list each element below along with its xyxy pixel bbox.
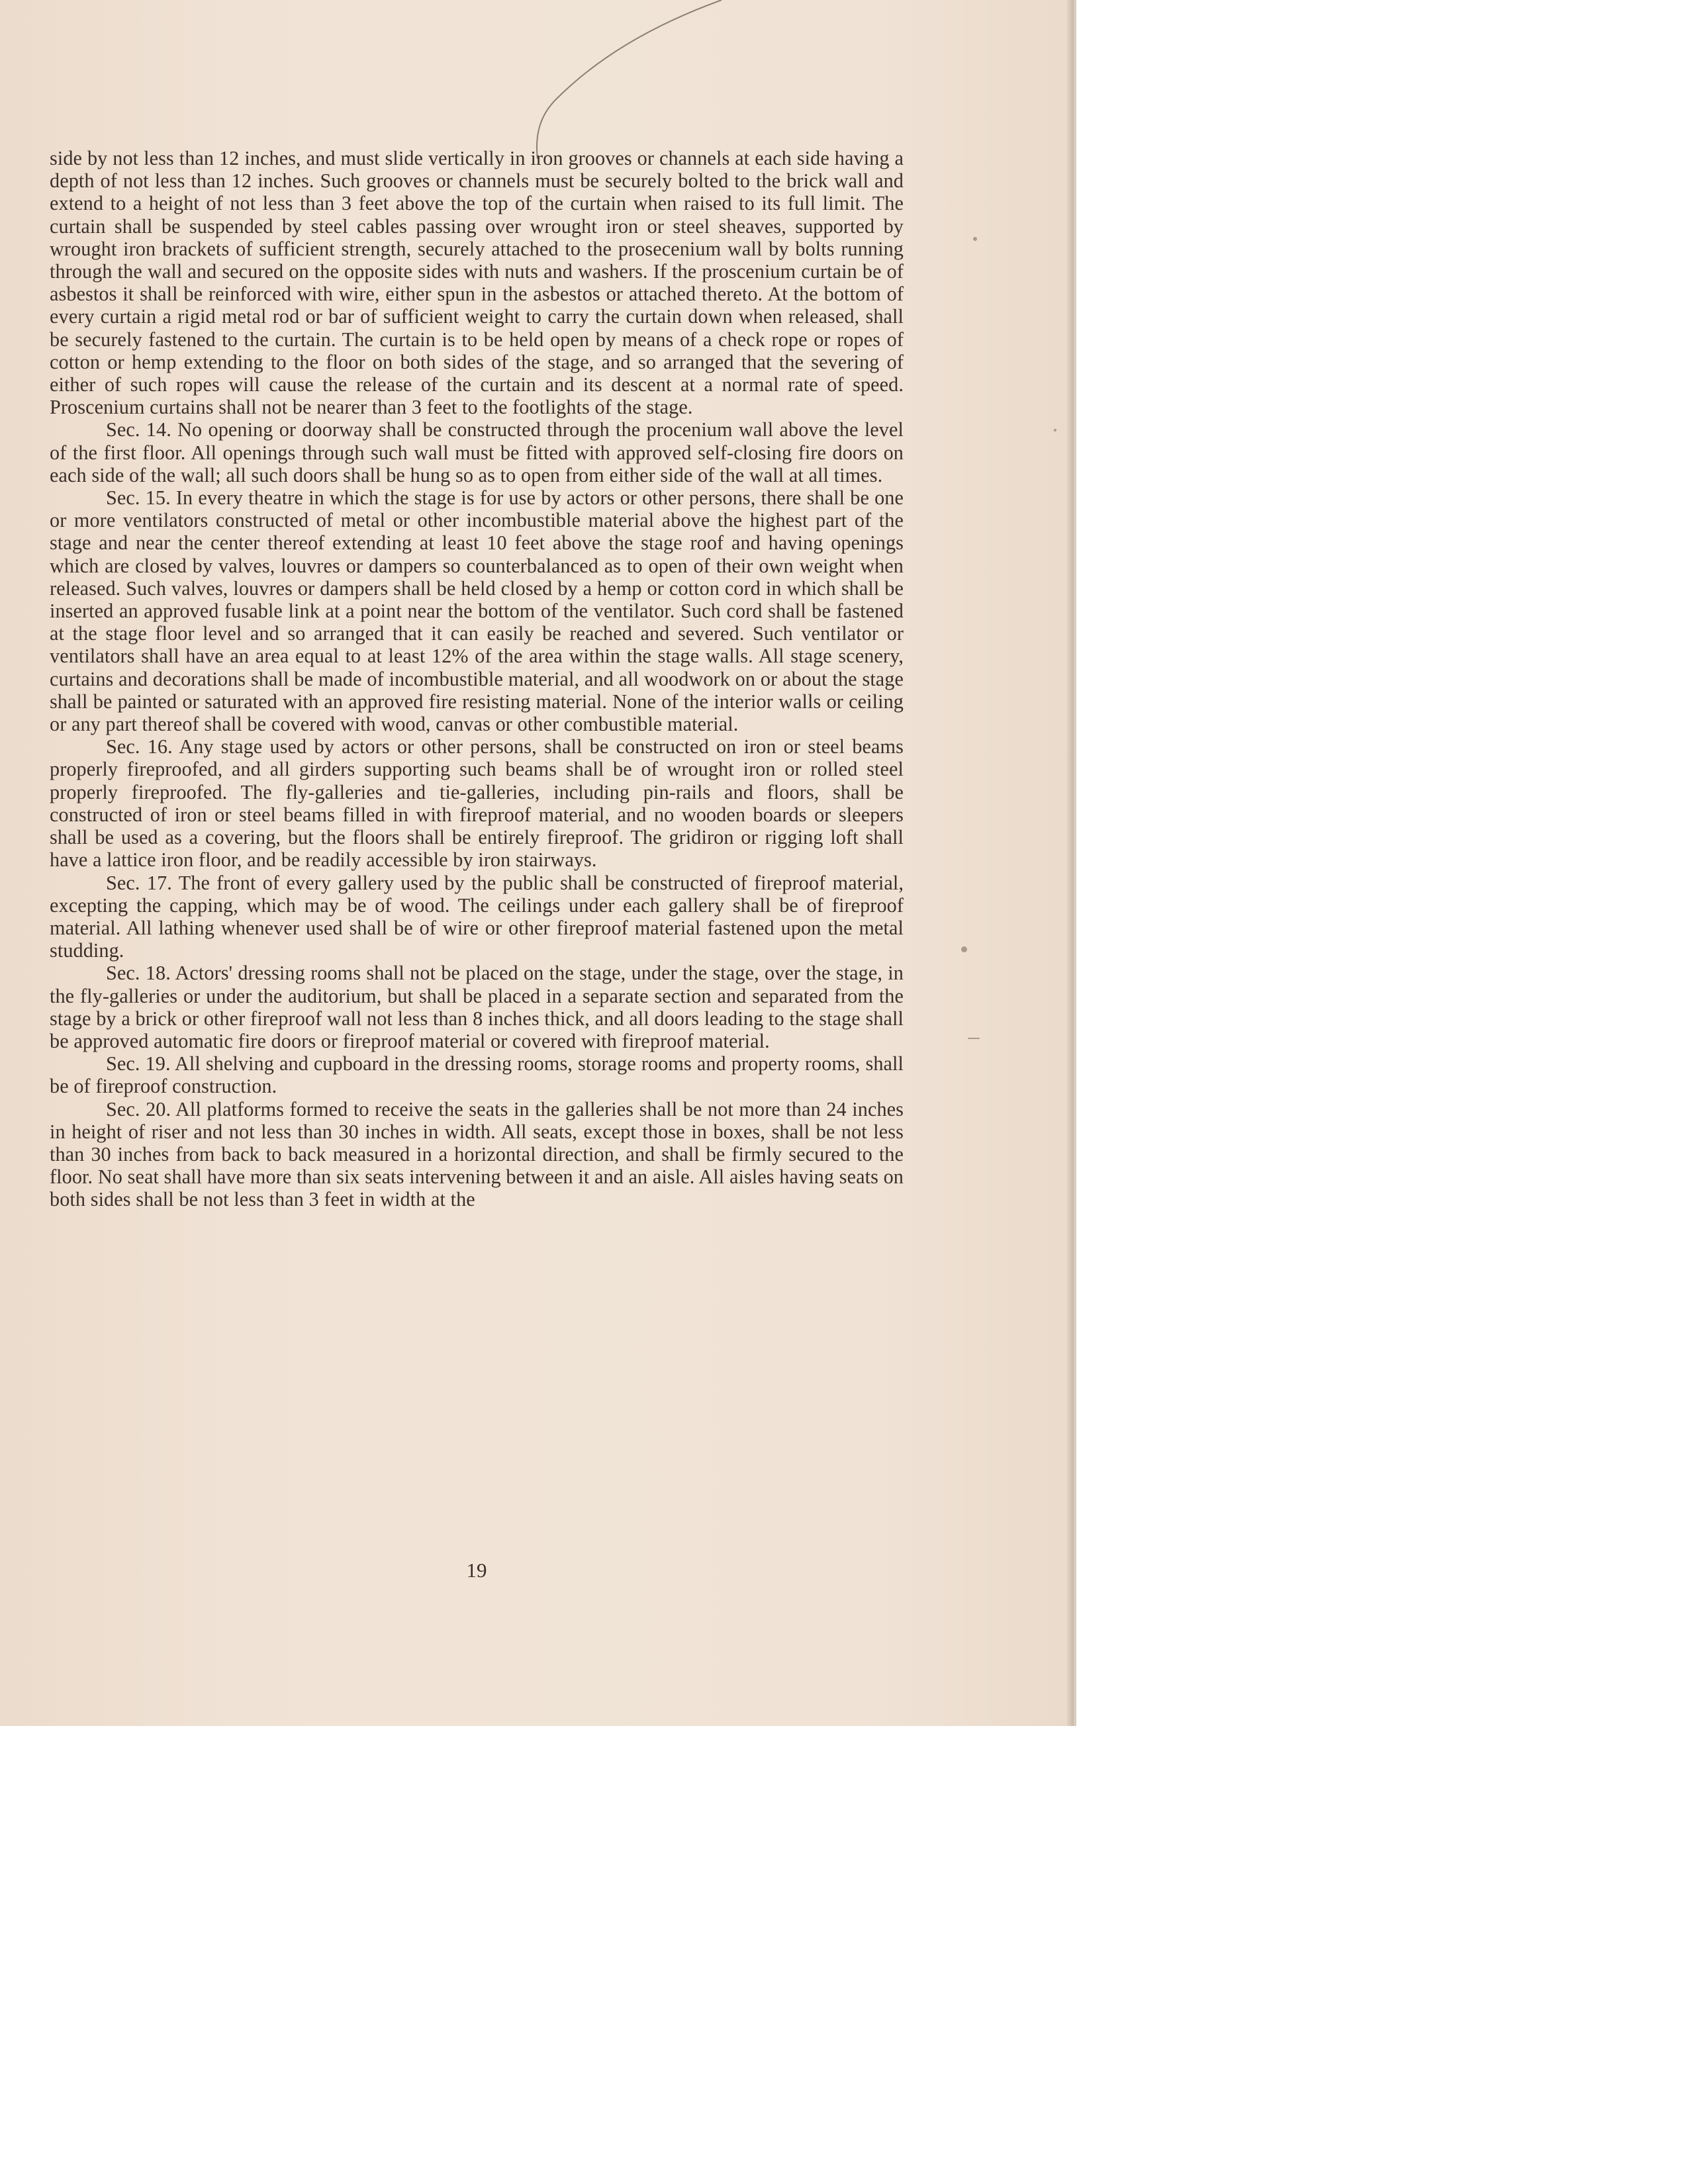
paragraph-sec-19: Sec. 19. All shelving and cupboard in the dressing rooms, storage rooms and property rooms, shall be of fireproof construction. <box>50 1052 904 1098</box>
speck-mark <box>973 237 977 241</box>
paragraph-sec-17: Sec. 17. The front of every gallery used by the public shall be constructed of fireproof material, excepting the capping, which may be of wood. The ceilings under each gallery shall be of fireproof material. All lathing whenever used shall be of wire or other fireproof material fastened upon the metal studding. <box>50 871 904 962</box>
paragraph-continuation: side by not less than 12 inches, and must slide vertically in iron grooves or channels at each side having a depth of not less than 12 inches. Such grooves or channels must be securely bolted to the brick wall and extend to a height of not less than 3 feet above the top of the curtain when raised to its full limit. The curtain shall be suspended by steel cables passing over wrought iron or steel sheaves, supported by wrought iron brackets of sufficient strength, securely attached to the prosecenium wall by bolts running through the wall and secured on the opposite sides with nuts and washers. If the proscenium curtain be of asbestos it shall be reinforced with wire, either spun in the asbestos or attached thereto. At the bottom of every curtain a rigid metal rod or bar of sufficient weight to carry the curtain down when released, shall be securely fastened to the curtain. The curtain is to be held open by means of a check rope or ropes of cotton or hemp extending to the floor on both sides of the stage, and so arranged that the severing of either of such ropes will cause the release of the curtain and its descent at a normal rate of speed. Proscenium curtains shall not be nearer than 3 feet to the footlights of the stage. <box>50 147 904 419</box>
pencil-mark <box>0 0 1074 172</box>
paragraph-sec-20: Sec. 20. All platforms formed to receive the seats in the galleries shall be not more than 24 inches in height of riser and not less than 30 inches in width. All seats, except those in boxes, shall be not less than 30 inches from back to back measured in a horizontal direction, and shall be firmly secured to the floor. No seat shall have more than six seats intervening between it and an aisle. All aisles having seats on both sides shall be not less than 3 feet in width at the <box>50 1097 904 1211</box>
speck-mark <box>1054 429 1056 432</box>
paragraph-sec-16: Sec. 16. Any stage used by actors or other persons, shall be constructed on iron or steel beams properly fireproofed, and all girders supporting such beams shall be of wrought iron or rolled steel properly fireproofed. The fly-galleries and tie-galleries, including pin-rails and floors, shall be constructed of iron or steel beams filled in with fireproof material, and no wooden boards or sleepers shall be used as a covering, but the floors shall be entirely fireproof. The gridiron or rigging loft shall have a lattice iron floor, and be readily accessible by iron stairways. <box>50 735 904 872</box>
paragraph-sec-15: Sec. 15. In every theatre in which the stage is for use by actors or other persons, there shall be one or more ventilators constructed of metal or other incombustible material above the highest part of the stage and near the center thereof extending at least 10 feet above the stage roof and having openings which are closed by valves, louvres or dampers so counterbalanced as to open of their own weight when released. Such valves, louvres or dampers shall be held closed by a hemp or cotton cord in which shall be inserted an approved fusable link at a point near the bottom of the ventilator. Such cord shall be fastened at the stage floor level and so arranged that it can easily be reached and severed. Such ventilator or ventilators shall have an area equal to at least 12% of the area within the stage walls. All stage scenery, curtains and decorations shall be made of incombustible material, and all woodwork on or about the stage shall be painted or saturated with an approved fire resisting material. None of the interior walls or ceiling or any part thereof shall be covered with wood, canvas or other combustible material. <box>50 486 904 736</box>
speck-mark <box>968 1038 980 1039</box>
page-edge <box>1067 0 1074 1726</box>
paragraph-sec-18: Sec. 18. Actors' dressing rooms shall not be placed on the stage, under the stage, over the stage, in the fly-galleries or under the auditorium, but shall be placed in a separate section and separated from the stage by a brick or other fireproof wall not less than 8 inches thick, and all doors leading to the stage shall be approved automatic fire doors or fireproof material or covered with fireproof material. <box>50 962 904 1052</box>
speck-mark <box>961 946 967 952</box>
body-text <box>50 147 904 1211</box>
page-number: 19 <box>466 1559 487 1582</box>
paragraph-sec-14: Sec. 14. No opening or doorway shall be constructed through the procenium wall above the level of the first floor. All openings through such wall must be fitted with approved self-closing fire doors on each side of the wall; all such doors shall be hung so as to open from either side of the wall at all times. <box>50 418 904 486</box>
